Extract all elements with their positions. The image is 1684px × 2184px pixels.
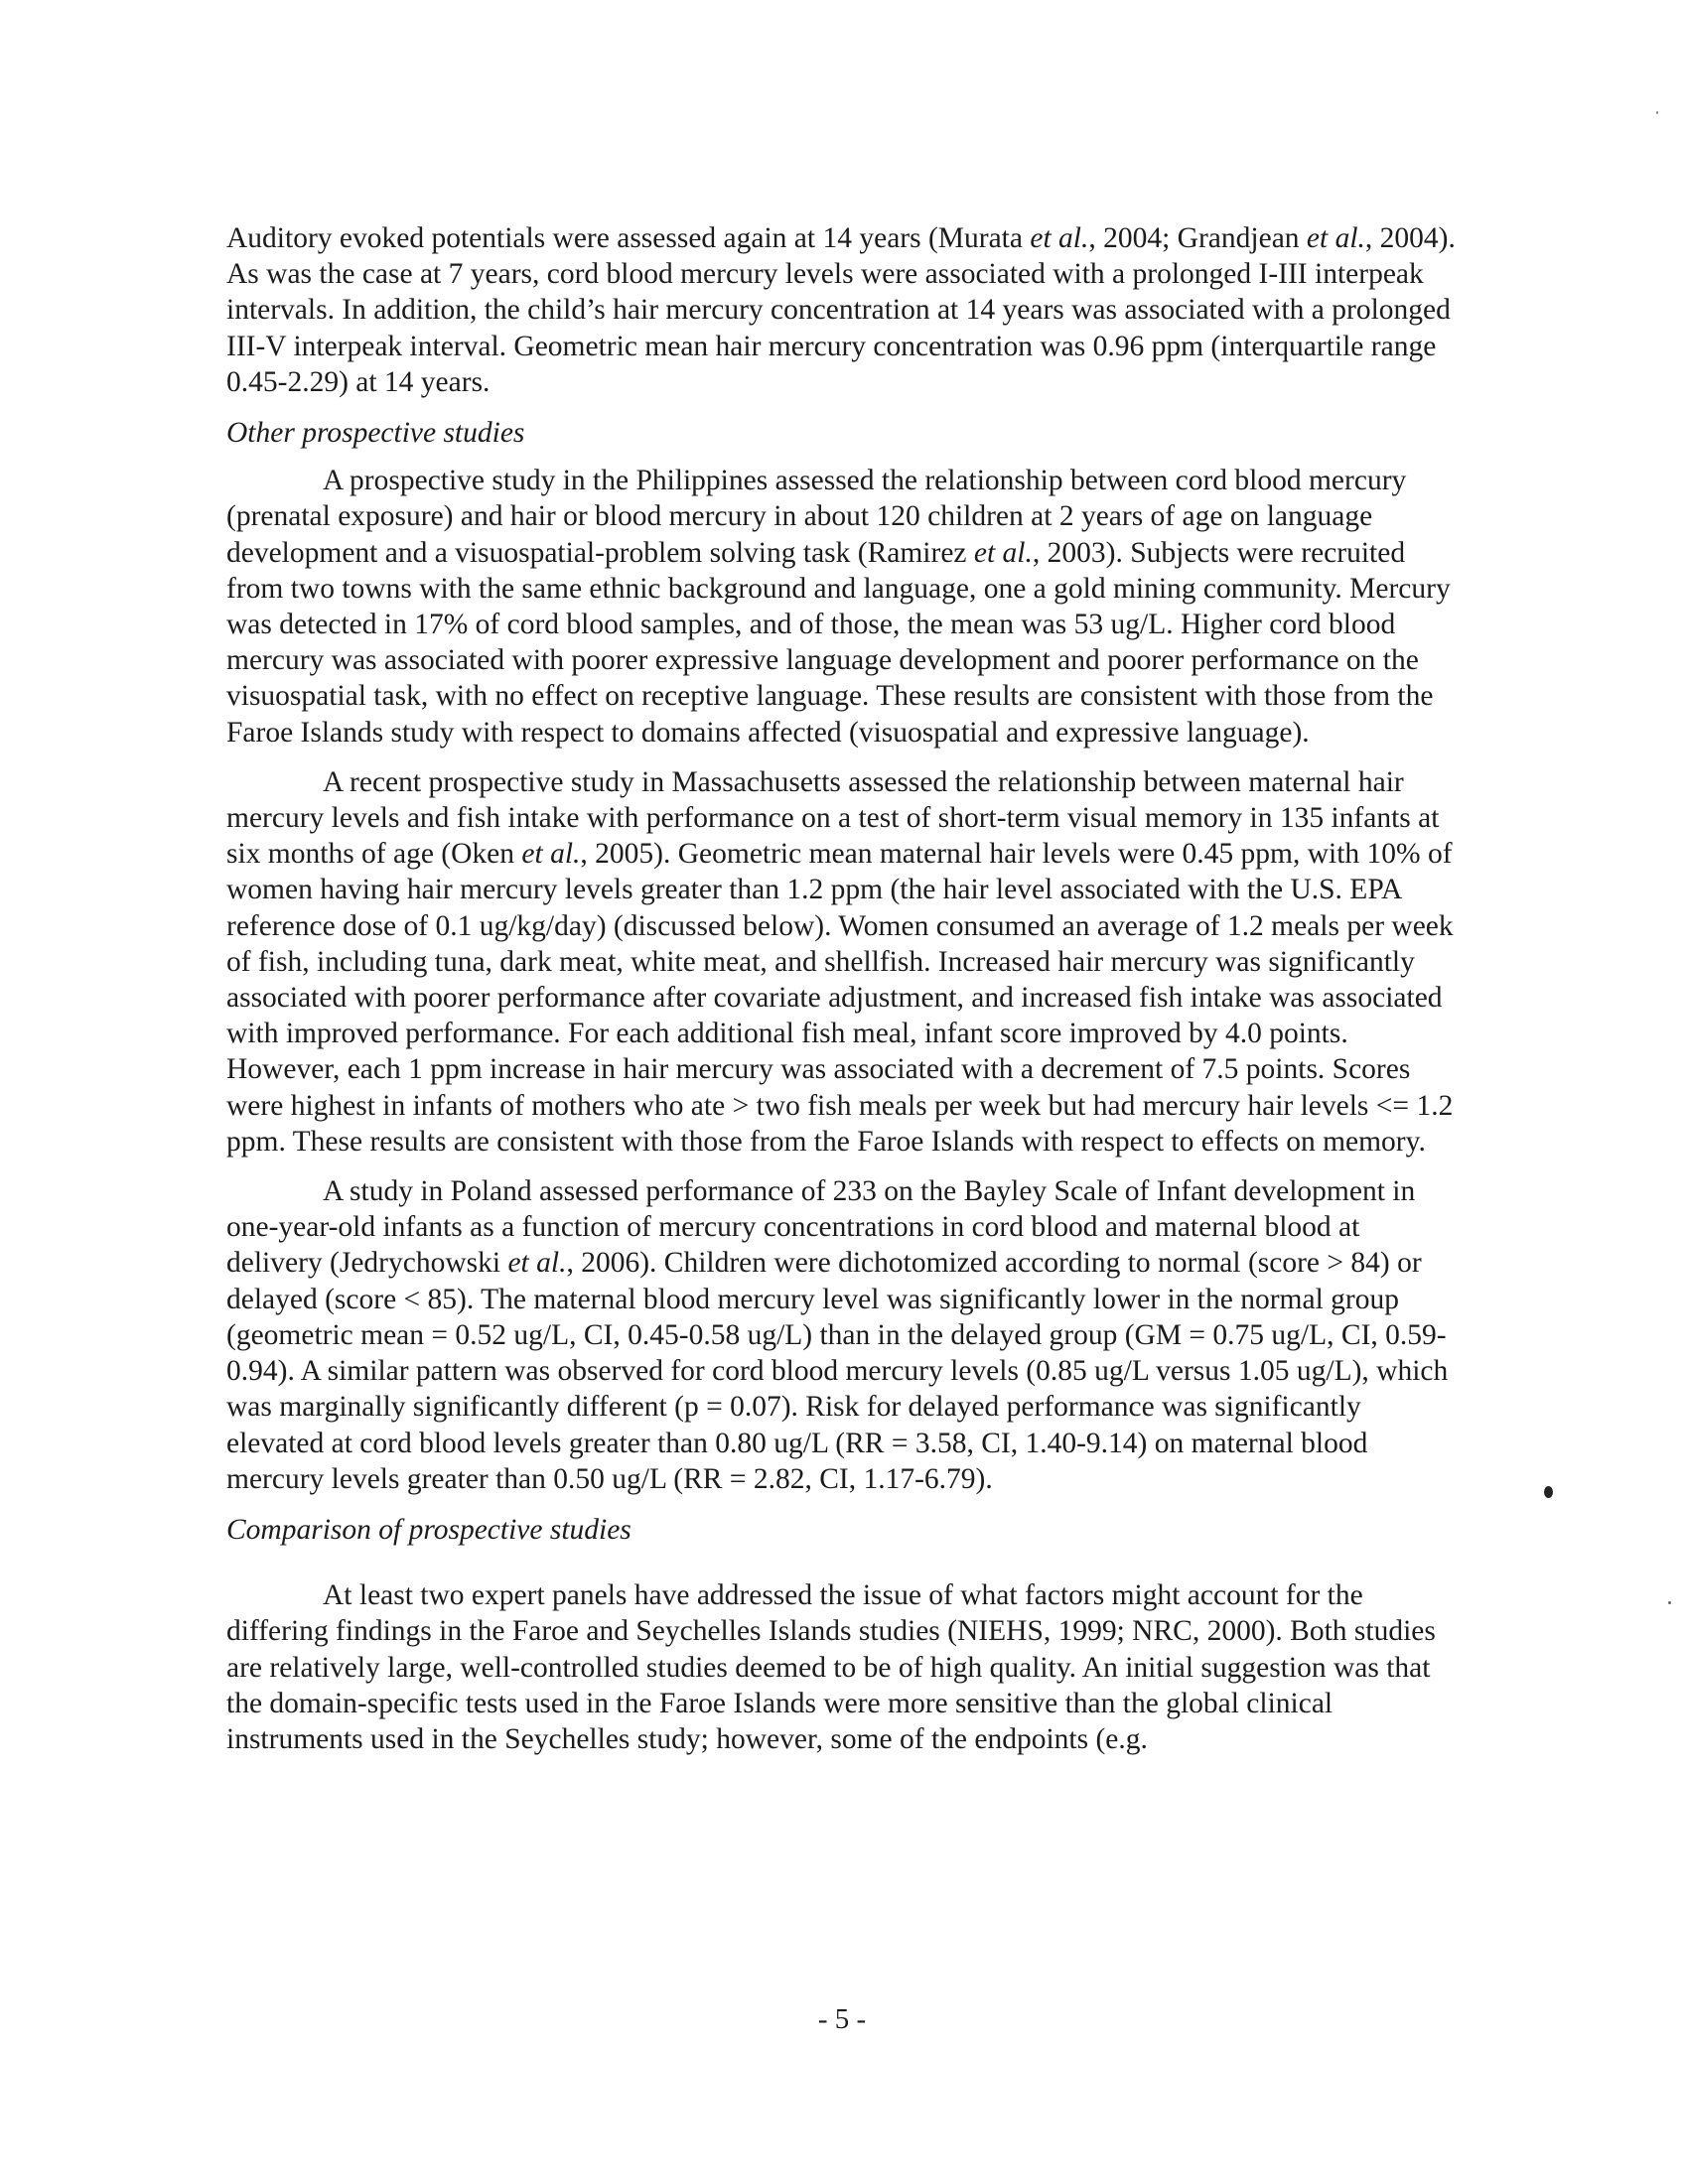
- section-heading: [226, 1512, 1463, 1548]
- page-number: - 5 -: [817, 2003, 867, 2035]
- section-heading: [226, 415, 1463, 451]
- body-paragraph: [226, 1577, 1463, 1757]
- body-paragraph: [226, 764, 1463, 1160]
- text-run: , 2005). Geometric mean maternal hair levels were 0.45 ppm, with 10% of women having hair mercury levels greater than 1.2 ppm (the hair level associated with the U.S. EPA reference dose of 0.1 ug/kg/day) (discussed below). Women consumed an average of 1.2 meals per week of fish, including tuna, dark meat, white meat, and shellfish. Increased hair mercury was significantly associated with poorer performance after covariate adjustment, and increased fish intake was associated with improved performance. For each additional fish meal, infant score improved by 4.0 points. However, each 1 ppm increase in hair mercury was associated with a decrement of 7.5 points. Scores were highest in infants of mothers who ate > two fish meals per week but had mercury hair levels <= 1.2 ppm. These results are consistent with those from the Faroe Islands with respect to effects on memory.: [226, 838, 1454, 1158]
- italic-text: et al.: [1030, 222, 1089, 254]
- body-paragraph: [226, 220, 1463, 400]
- text-run: , 2006). Children were dichotomized according to normal (score > 84) or delayed (score < 85). The maternal blood mercury level was significantly lower in the normal group (geometric mean = 0.52 ug/L, CI, 0.45-0.58 ug/L) than in the delayed group (GM = 0.75 ug/L, CI, 0.59-0.94). A similar pattern was observed for cord blood mercury levels (0.85 ug/L versus 1.05 ug/L), which was marginally significantly different (p = 0.07). Risk for delayed performance was significantly elevated at cord blood levels greater than 0.80 ug/L (RR = 3.58, CI, 1.40-9.14) on maternal blood mercury levels greater than 0.50 ug/L (RR = 2.82, CI, 1.17-6.79).: [226, 1247, 1449, 1495]
- text-run: , 2003). Subjects were recruited from two towns with the same ethnic background and language, one a gold mining community. Mercury was detected in 17% of cord blood samples, and of those, the mean was 53 ug/L. Higher cord blood mercury was associated with poorer expressive language development and poorer performance on the visuospatial task, with no effect on receptive language. These results are consistent with those from the Faroe Islands study with respect to domains affected (visuospatial and expressive language).: [226, 536, 1451, 749]
- scan-speck: [1668, 1601, 1671, 1604]
- text-run: A prospective study in the Philippines assessed the relationship between cord blood mercury (prenatal exposure) and hair or blood mercury in about 120 children at 2 years of age on language development and a visuospatial-problem solving task (Ramirez: [226, 465, 1407, 569]
- text-run: Other prospective studies: [226, 417, 525, 450]
- text-run: , 2004; Grandjean: [1088, 222, 1307, 254]
- text-run: A study in Poland assessed performance of 233 on the Bayley Scale of Infant development in one-year-old infants as a function of mercury concentrations in cord blood and maternal blood at delivery (Jedrychowski: [226, 1175, 1416, 1280]
- text-run: Comparison of prospective studies: [226, 1513, 632, 1546]
- text-run: A recent prospective study in Massachusetts assessed the relationship between maternal hair mercury levels and fish intake with performance on a test of short-term visual memory in 135 infants at six months of age (Oken: [226, 765, 1440, 871]
- document-body: [226, 220, 1463, 1757]
- italic-text: et al.: [507, 1247, 567, 1280]
- italic-text: et al.: [521, 838, 581, 871]
- body-paragraph: [226, 1173, 1463, 1497]
- text-run: At least two expert panels have addressed the issue of what factors might account for the differing findings in the Faroe and Seychelles Islands studies (NIEHS, 1999; NRC, 2000). Both studies are relatively large, well-controlled studies deemed to be of high quality. An initial suggestion was that the domain-specific tests used in the Faroe Islands were more sensitive than the global clinical instruments used in the Seychelles study; however, some of the endpoints (e.g.: [226, 1579, 1436, 1755]
- body-paragraph: [226, 463, 1463, 751]
- text-run: Auditory evoked potentials were assessed again at 14 years (Murata: [226, 222, 1031, 254]
- text-run: , 2004). As was the case at 7 years, cord blood mercury levels were associated with a prolonged I-III interpeak intervals. In addition, the child’s hair mercury concentration at 14 years was associated with a prolonged III-V interpeak interval. Geometric mean hair mercury concentration was 0.96 ppm (interquartile range 0.45-2.29) at 14 years.: [226, 222, 1456, 398]
- italic-text: et al.: [1306, 222, 1365, 254]
- italic-text: et al.: [973, 536, 1033, 569]
- scan-speck: [1656, 111, 1658, 114]
- scan-speck: [1544, 1486, 1553, 1498]
